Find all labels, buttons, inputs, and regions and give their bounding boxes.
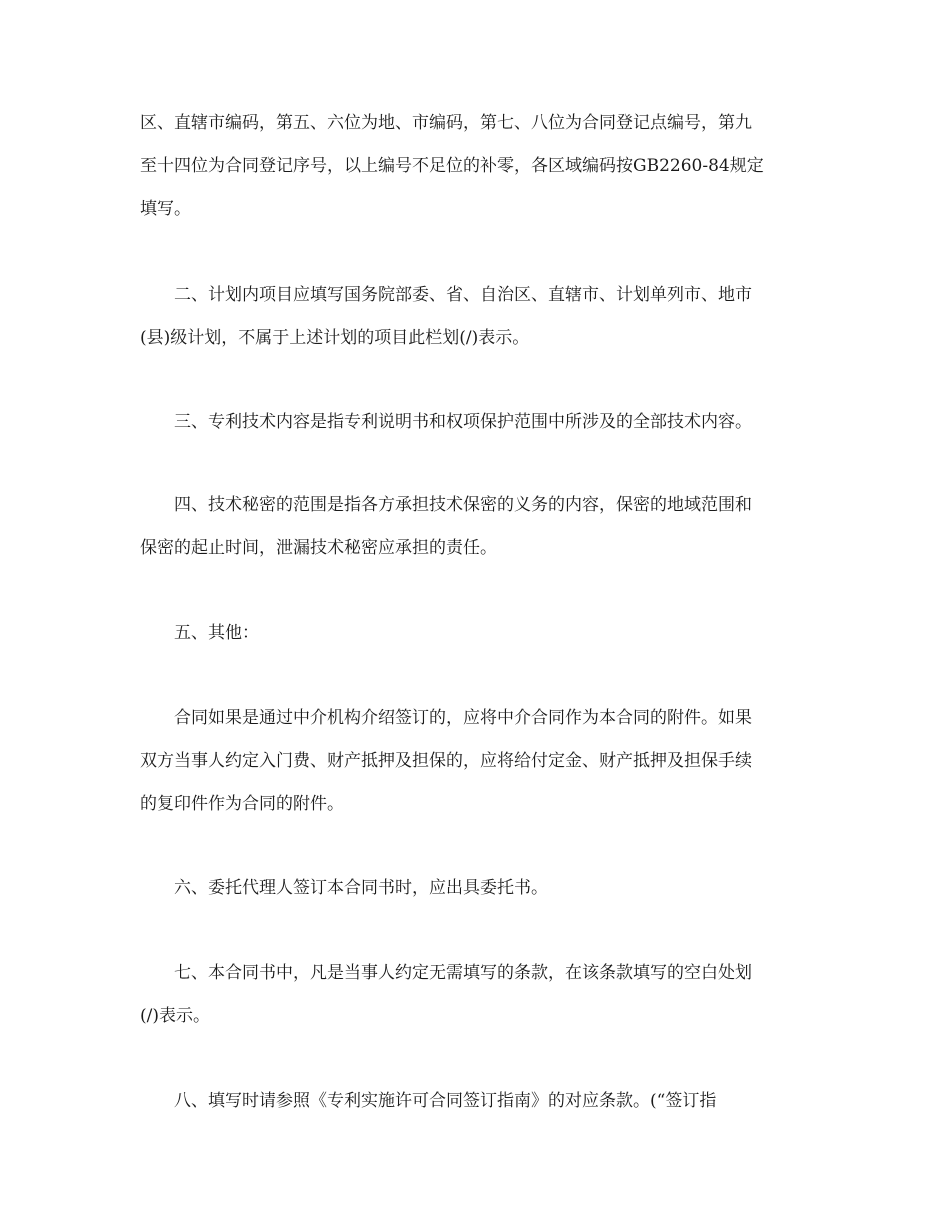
paragraph-item-6 (140, 867, 820, 910)
text-line: 二、计划内项目应填写国务院部委、省、自治区、直辖市、计划单列市、地市 (174, 285, 752, 305)
text-line: 三、专利技术内容是指专利说明书和权项保护范围中所涉及的全部技术内容。 (174, 412, 752, 432)
text-line: 七、本合同书中，凡是当事人约定无需填写的条款，在该条款填写的空白处划 (174, 963, 752, 983)
paragraph-item-7 (140, 952, 820, 1038)
text-line: 六、委托代理人签订本合同书时，应出具委托书。 (174, 878, 548, 898)
text-line: 五、其他： (174, 623, 259, 643)
paragraph-item-5 (140, 612, 820, 655)
paragraph-item-8 (140, 1080, 820, 1123)
text-line: 双方当事人约定入门费、财产抵押及担保的，应将给付定金、财产抵押及担保手续 (140, 751, 752, 771)
text-line: 合同如果是通过中介机构介绍签订的，应将中介合同作为本合同的附件。如果 (174, 708, 752, 728)
paragraph-item-5-body (140, 697, 820, 826)
paragraph-item-2 (140, 274, 820, 360)
paragraph-item-4 (140, 484, 820, 570)
text-line: 八、填写时请参照《专利实施许可合同签订指南》的对应条款。(“签订指 (174, 1091, 717, 1111)
text-line: 区、直辖市编码，第五、六位为地、市编码，第七、八位为合同登记点编号，第九 (140, 113, 752, 133)
paragraph-region-code (140, 102, 820, 231)
text-line: (县)级计划，不属于上述计划的项目此栏划(/)表示。 (140, 328, 530, 348)
text-line: 保密的起止时间，泄漏技术秘密应承担的责任。 (140, 538, 497, 558)
text-line: 的复印件作为合同的附件。 (140, 794, 344, 814)
text-line: 四、技术秘密的范围是指各方承担技术保密的义务的内容，保密的地域范围和 (174, 495, 752, 515)
text-line: 填写。 (140, 199, 191, 219)
text-line: (/)表示。 (140, 1006, 210, 1026)
text-line: 至十四位为合同登记序号，以上编号不足位的补零，各区域编码按GB2260-84规定 (140, 156, 764, 176)
paragraph-item-3 (140, 401, 820, 444)
